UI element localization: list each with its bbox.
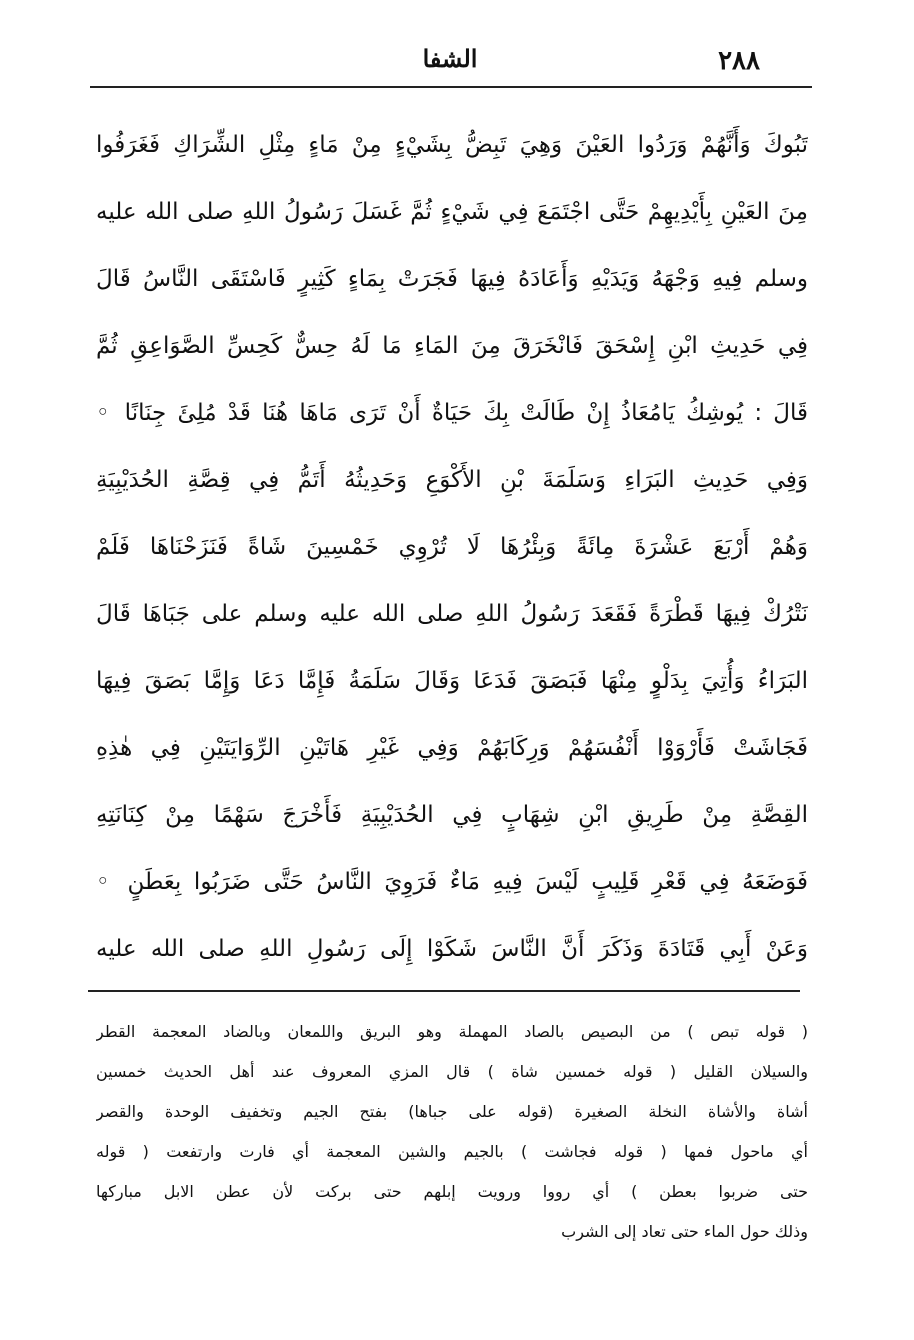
text-line: نَتْرُكْ فِيهَا قَطْرَةً فَقَعَدَ رَسُولُ اللهِ صلى الله عليه وسلم على جَبَاهَا قَالَ <box>96 601 808 627</box>
header-rule <box>90 86 812 88</box>
footnote-line: أي ماحول فمها ( قوله فجاشت ) بالجيم والشين المعجمة أي فارت وارتفعت ( قوله <box>96 1142 808 1161</box>
footnote-line: حتى ضربوا بعطن ) أي رووا ورويت إبلهم حتى بركت لأن عطن الابل مباركها <box>96 1182 808 1201</box>
footnote-line: أشاة والأشاة النخلة الصغيرة (قوله على جباها) بفتح الجيم وتخفيف الوحدة والقصر <box>96 1102 808 1121</box>
text-line: فَوَضَعَهُ فِي قَعْرِ قَلِيبٍ لَيْسَ فِيهِ مَاءٌ فَرَوِيَ النَّاسُ حَتَّى ضَرَبُوا بِعَطَنٍ ◦ <box>96 869 808 895</box>
text-line: وَفِي حَدِيثِ البَرَاءِ وَسَلَمَةَ بْنِ الأَكْوَعِ وَحَدِيثُهُ أَتَمُّ فِي قِصَّةِ الحُدَيْبِيَةِ <box>96 467 808 493</box>
footnote-line: والسيلان القليل ( قوله خمسين شاة ) قال المزي المعروف عند أهل الحديث خمسين <box>96 1062 808 1081</box>
footnotes-block <box>96 1012 808 1252</box>
page-number: ٢٨٨ <box>718 46 760 76</box>
text-line: القِصَّةِ مِنْ طَرِيقِ ابْنِ شِهَابٍ فِي الحُدَيْبِيَةِ فَأَخْرَجَ سَهْمًا مِنْ كِنَانَتِهِ <box>96 802 808 828</box>
text-line: وَهُمْ أَرْبَعَ عَشْرَةَ مِائَةً وَبِئْرُهَا لَا تُرْوِي خَمْسِينَ شَاةً فَنَزَحْنَاهَا فَلَمْ <box>96 534 808 560</box>
main-text-block <box>96 112 808 983</box>
text-line: وسلم فِيهِ وَجْهَهُ وَيَدَيْهِ وَأَعَادَهُ فِيهَا فَجَرَتْ بِمَاءٍ كَثِيرٍ فَاسْتَقَى النَّاسُ قَالَ <box>96 266 808 292</box>
text-line: مِنَ العَيْنِ بِأَيْدِيهِمْ حَتَّى اجْتَمَعَ فِي شَيْءٍ ثُمَّ غَسَلَ رَسُولُ اللهِ صلى الله عليه <box>96 199 808 225</box>
page-header <box>90 38 810 82</box>
text-line: البَرَاءُ وَأُتِيَ بِدَلْوٍ مِنْهَا فَبَصَقَ فَدَعَا وَقَالَ سَلَمَةُ فَإِمَّا دَعَا وَإِمَّا بَصَقَ فِيهَا <box>96 668 808 694</box>
text-line: تَبُوكَ وَأَنَّهُمْ وَرَدُوا العَيْنَ وَهِيَ تَبِضُّ بِشَيْءٍ مِنْ مَاءٍ مِثْلِ الشِّرَاكِ فَغَرَفُوا <box>96 132 808 158</box>
text-line: فَجَاشَتْ فَأَرْوَوْا أَنْفُسَهُمْ وَرِكَابَهُمْ وَفِي غَيْرِ هَاتَيْنِ الرِّوَايَتَيْنِ فِي هٰذِهِ <box>96 735 808 761</box>
text-line: وَعَنْ أَبِي قَتَادَةَ وَذَكَرَ أَنَّ النَّاسَ شَكَوْا إِلَى رَسُولِ اللهِ صلى الله عليه <box>96 936 808 962</box>
running-title: الشفا <box>422 44 478 73</box>
text-line: قَالَ : يُوشِكُ يَامُعَاذُ إِنْ طَالَتْ بِكَ حَيَاةٌ أَنْ تَرَى مَاهَا هُنَا قَدْ مُلِئَ جِنَانًا ◦ <box>96 400 808 426</box>
footnote-line: ( قوله تبص ) من البصيص بالصاد المهملة وهو البريق واللمعان وبالضاد المعجمة القطر <box>96 1022 808 1041</box>
footnote-rule <box>88 990 800 992</box>
footnote-line: وذلك حول الماء حتى تعاد إلى الشرب <box>561 1222 808 1241</box>
text-line: فِي حَدِيثِ ابْنِ إِسْحَقَ فَانْخَرَقَ مِنَ المَاءِ مَا لَهُ حِسٌّ كَحِسِّ الصَّوَاعِقِ ثُمَّ <box>96 333 808 359</box>
